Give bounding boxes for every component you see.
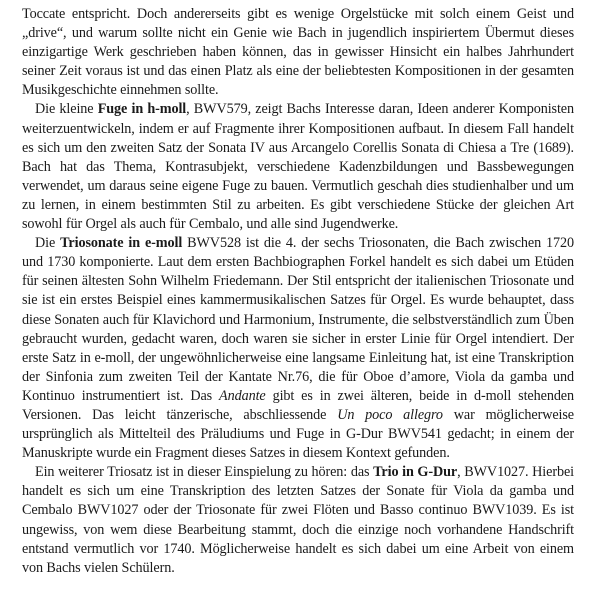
text-run: Ein weiterer Triosatz ist in dieser Einspielung zu hören: das bbox=[35, 464, 374, 481]
text-run: BWV528 ist die 4. der sechs Triosonaten, die Bach zwischen 1720 und 1730 komponierte. Laut dem ersten Bachbiographen Forkel handelt es sich dabei um Etüden für seinen ältesten Sohn Wilhelm Friedemann. Der Stil entspricht der italienischen Triosonate und sie ist ein erstes Beispiel eines kammermusikalischen Satzes für Orgel. Es wurde behauptet, dass diese Sonaten auch für Klavichord und Harmonium, Instrumente, die selbstverständlich zum Üben gebraucht wurden, gedacht waren, doch waren sie sicher in erster Linie für Orgel intendiert. Der erste Satz in e-moll, der ungewöhnlicherweise eine langsame Einleitung hat, ist eine Transkription der Sinfonia zum zweiten Teil der Kantate Nr.76, die für Oboe d’amore, Viola da gamba und Kontinuo instrumentiert ist. Das bbox=[22, 235, 574, 404]
paragraph-toccata-continuation bbox=[22, 5, 574, 100]
paragraph-triosonate-e-moll bbox=[22, 234, 574, 463]
text-run: war möglicherweise ursprünglich als Mittelteil des Präludiums und Fuge in G-Dur BWV541 gedacht; in einem der Manuskripte wurde ein Fragment dieses Satzes in diesem Kontext gefunden. bbox=[22, 406, 574, 462]
document-page bbox=[22, 5, 574, 578]
text-run: Die bbox=[35, 235, 61, 252]
text-run: Toccate entspricht. Doch andererseits gibt es wenige Orgelstücke mit solch einem Geist und „drive“, und warum sollte nicht ein Genie wie Bach in jugendlich inspiriertem Übermut dieses einzigartige Werk geschrieben haben können, das in gewisser Hinsicht ein halbes Jahrhundert seiner Zeit voraus ist und das einen Platz als eine der beliebtesten Kompositionen in der gesamten Musikgeschichte einnehmen sollte. bbox=[22, 6, 574, 99]
text-run: gibt es in zwei älteren, beide in d-moll stehenden Versionen. Das leicht tänzerische, abschliessende bbox=[22, 387, 574, 423]
work-title-bold: Fuge in h-moll bbox=[97, 101, 187, 118]
work-title-bold: Triosonate in e-moll bbox=[60, 235, 183, 252]
text-run: , BWV579, zeigt Bachs Interesse daran, Ideen anderer Komponisten weiterzuentwickeln, indem er auf Fragmente ihrer Kompositionen aufbaut. In diesem Fall handelt es sich um den zweiten Satz der Sonata IV aus Arcangelo Corellis Sonata di Chiesa a Tre (1689). Bach hat das Thema, Kontrasubjekt, verschiedene Kadenzbildungen und Bassbewegungen verwendet, um daraus seine eigene Fuge zu bauen. Vermutlich geschah dies studienhalber und um zu lernen, in einem bestimmten Stil zu arbeiten. Es gibt verschiedene Stücke der gleichen Art sowohl für Orgel als auch für Cembalo, und alle sind Jugendwerke. bbox=[22, 101, 574, 233]
movement-title-italic: Andante bbox=[219, 387, 266, 404]
work-title-bold: Trio in G-Dur bbox=[373, 464, 458, 481]
movement-title-italic: Un poco allegro bbox=[337, 406, 443, 423]
text-run: , BWV1027. Hierbei handelt es sich um eine Transkription des letzten Satzes der Sonate für Viola da gamba und Cembalo BWV1027 oder der Triosonate für zwei Flöten und Basso continuo BWV1039. Es ist ungewiss, von wem diese Bearbeitung stammt, doch die einzige noch vorhandene Handschrift entstand vermutlich vor 1740. Möglicherweise handelt es sich dabei um eine Arbeit von einem von Bachs vielen Schülern. bbox=[22, 464, 575, 576]
text-run: Die kleine bbox=[35, 101, 98, 118]
paragraph-trio-g-dur bbox=[22, 463, 574, 578]
paragraph-fuge-h-moll bbox=[22, 100, 574, 234]
